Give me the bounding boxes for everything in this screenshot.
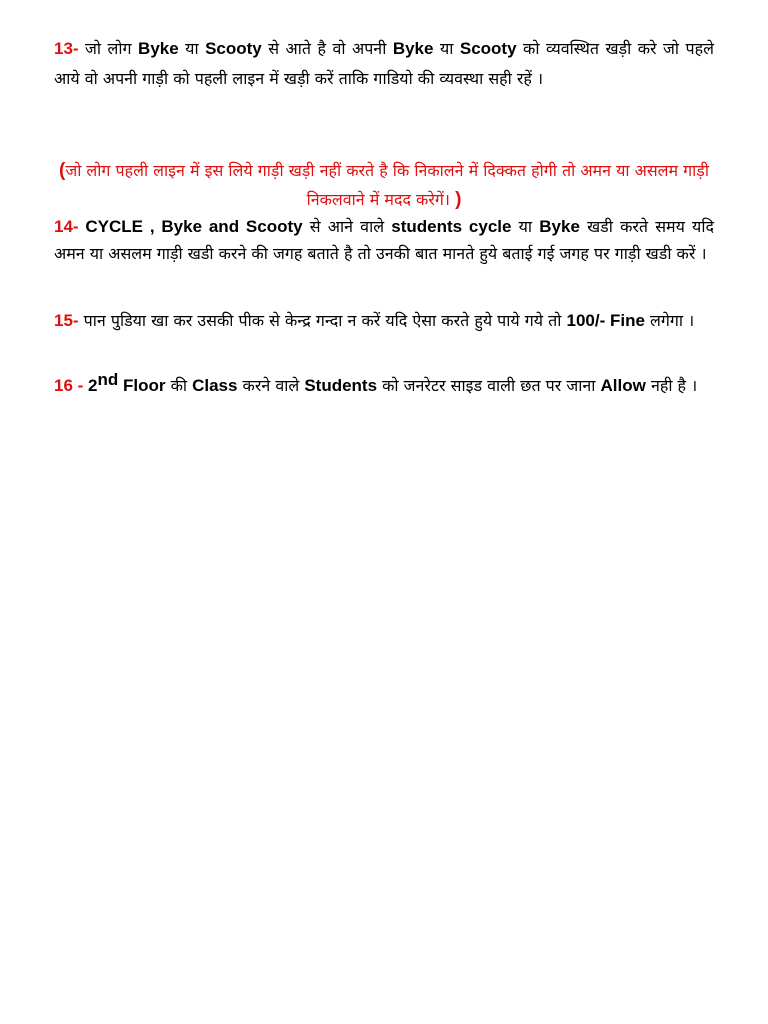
rule-text: लगेगा । <box>644 311 695 330</box>
rule-number: 16 - <box>54 376 84 395</box>
rule-15 <box>54 306 714 336</box>
bold-term: Floor <box>118 376 166 395</box>
rule-number: 15- <box>54 311 79 330</box>
rule-16 <box>54 369 714 400</box>
bold-term: 2 <box>83 376 98 395</box>
bold-term: CYCLE , Byke and Scooty <box>78 217 303 236</box>
rule-text: पान पुडिया खा कर उसकी पीक से केन्द्र गन्दा न करें यदि ऐसा करते हुये पाये गये तो <box>78 311 567 330</box>
rule-14 <box>54 213 714 267</box>
note-paren-close: ) <box>455 189 462 210</box>
note-paren-open: ( <box>59 160 66 181</box>
rule-text: या <box>511 217 540 236</box>
bold-term: students cycle <box>391 217 512 236</box>
rule-text: जो लोग <box>78 39 139 58</box>
bold-term: Students <box>304 376 378 395</box>
bold-term: Scooty <box>459 39 517 58</box>
rule-text: नही है । <box>645 376 698 395</box>
bold-term: Byke <box>392 39 434 58</box>
bold-term: 100/- Fine <box>566 311 645 330</box>
rule-text: करने वाले <box>237 376 305 395</box>
rule-text: को व्यवस्थित खड़ी करे जो पहले आये वो अपनी गाड़ी को पहली लाइन में खड़ी करें ताकि गाडियो की व्यवस्था सही रहें । <box>54 39 714 88</box>
rule-13 <box>54 34 714 94</box>
rule-number: 14- <box>54 217 79 236</box>
bold-term: Scooty <box>205 39 262 58</box>
ordinal-suffix: nd <box>97 369 119 389</box>
rule-number: 13- <box>54 39 79 58</box>
rule-text: से आते है वो अपनी <box>261 39 393 58</box>
rule-text: को जनरेटर साइड वाली छत पर जाना <box>377 376 601 395</box>
rule-text: से आने वाले <box>302 217 392 236</box>
bold-term: Byke <box>539 217 580 236</box>
note-text: जो लोग पहली लाइन में इस लिये गाड़ी खड़ी नहीं करते है कि निकालने में दिक्कत होगी तो अमन या असलम गाड़ी निकलवाने में मदद करेगें। <box>65 161 709 209</box>
rule-13-note <box>54 156 714 214</box>
bold-term: Class <box>192 376 238 395</box>
rule-text: या <box>178 39 206 58</box>
bold-term: Allow <box>600 376 646 395</box>
bold-term: Byke <box>138 39 179 58</box>
rule-text: या <box>433 39 460 58</box>
rule-text: खडी करते समय यदि अमन या असलम गाड़ी खडी करने की जगह बताते है तो उनकी बात मानते हुये बताई गई जगह पर गाड़ी खडी करें । <box>54 217 714 263</box>
rule-text: की <box>165 376 193 395</box>
